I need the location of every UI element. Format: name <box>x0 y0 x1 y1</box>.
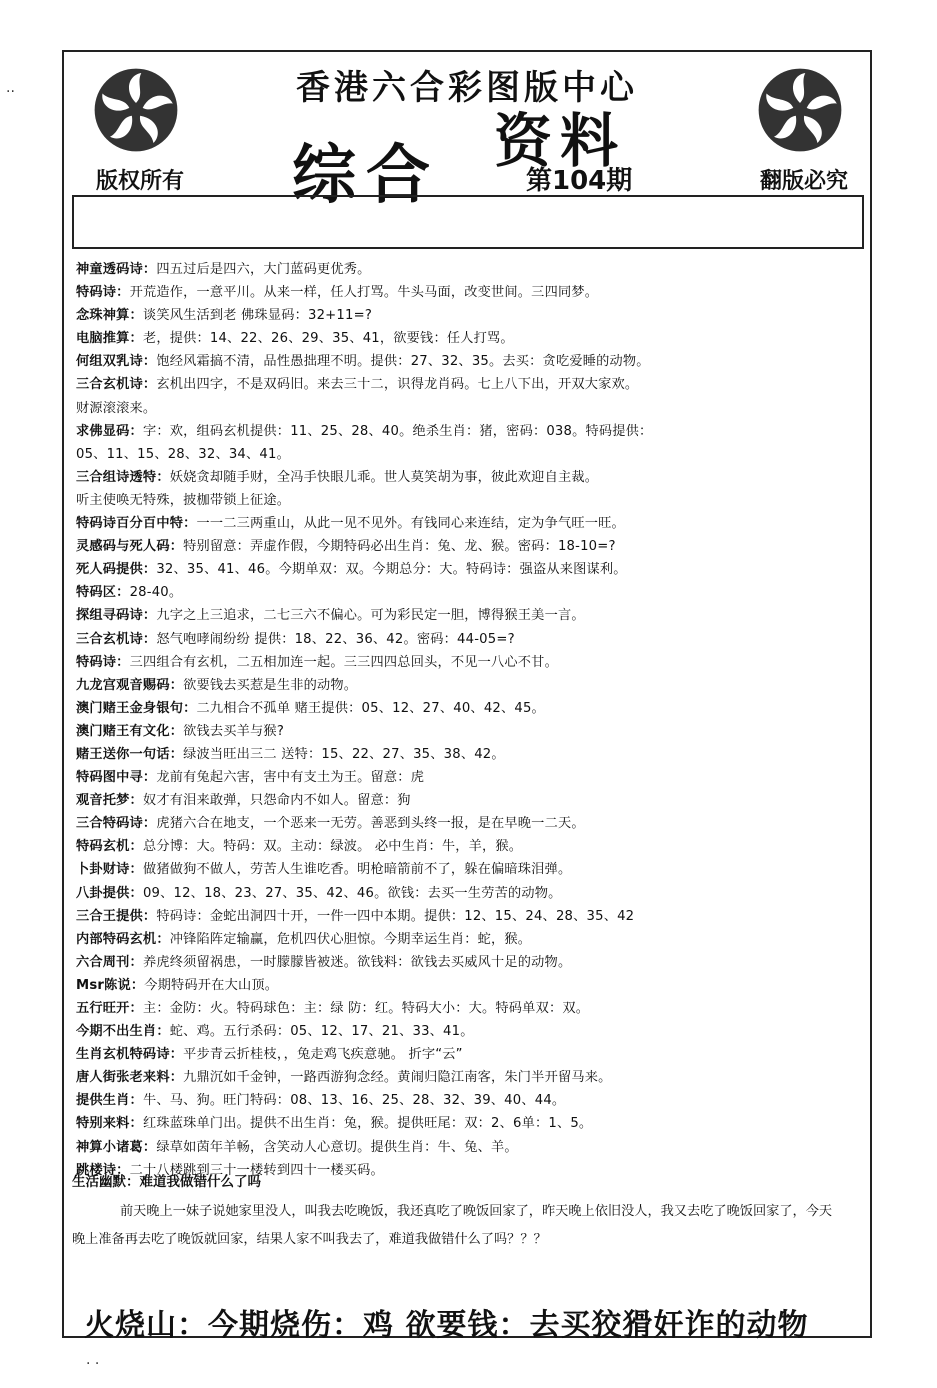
tip-label: 三合玄机诗： <box>76 631 157 647</box>
tip-line <box>76 558 858 581</box>
tip-text: 二九相合不孤单 赌王提供：05、12、27、40、42、45。 <box>196 700 545 716</box>
tip-text: 妖娆贪却随手财，全冯手快眼儿乖。世人莫笑胡为事，彼此欢迎自主裁。 <box>169 469 599 485</box>
page-frame <box>62 50 872 1343</box>
tip-label: 澳门赌王金身银句： <box>76 700 197 716</box>
copyright-right: 翻版必究 <box>759 169 848 194</box>
tip-text: 冲锋陷阵定输赢，危机四伏心胆惊。今期幸运生肖：蛇，猴。 <box>169 931 532 947</box>
tip-label: 神算小诸葛： <box>76 1139 157 1155</box>
tip-line <box>76 651 858 674</box>
tip-line <box>76 674 858 697</box>
tip-text: 红珠蓝珠单门出。提供不出生肖：兔，猴。提供旺尾：双：2、6单：1、5。 <box>142 1116 593 1132</box>
tip-line <box>76 304 858 327</box>
tip-line <box>76 281 858 304</box>
tip-text: 牛、马、狗。旺门特码：08、13、16、25、28、32、39、40、44。 <box>142 1093 566 1109</box>
tip-line <box>76 1089 858 1112</box>
tip-label: 何组双乳诗： <box>76 354 157 370</box>
tip-label: 提供生肖： <box>76 1093 143 1109</box>
tip-label: 六合周刊： <box>76 954 143 970</box>
tip-text: 欲钱去买羊与猴? <box>183 723 285 739</box>
tip-text: 绿波当旺出三二 送特：15、22、27、35、38、42。 <box>183 746 505 762</box>
tip-line <box>76 489 858 512</box>
tip-line <box>76 720 858 743</box>
tip-line <box>76 974 858 997</box>
tip-text: 养虎终须留祸患，一时朦朦皆被迷。欲钱料：欲钱去买威风十足的动物。 <box>142 954 572 970</box>
tip-line <box>76 812 858 835</box>
tip-line <box>76 258 858 281</box>
tip-line <box>76 858 858 881</box>
tip-label: 特码诗： <box>76 285 130 301</box>
main-title: 综合 <box>292 138 440 213</box>
tip-text: 欲要钱去买惹是生非的动物。 <box>183 677 358 693</box>
tip-text: 蛇、鸡。五行杀码：05、12、17、21、33、41。 <box>169 1024 474 1040</box>
tip-line <box>76 905 858 928</box>
tip-label: 内部特码玄机： <box>76 931 170 947</box>
tip-text: 怒气咆哮闹纷纷 提供：18、22、36、42。密码：44-05=? <box>156 631 515 647</box>
tip-line <box>76 697 858 720</box>
tip-label: 三合组诗透特： <box>76 469 170 485</box>
tip-text: 字：欢，组码玄机提供：11、25、28、40。绝杀生肖：猪，密码：038。特码提供： <box>142 423 653 439</box>
tip-text: 老，提供：14、22、26、29、35、41，欲要钱：任人打骂。 <box>142 331 514 347</box>
tip-line <box>76 1043 858 1066</box>
tip-text: 32、35、41、46。今期单双：双。今期总分：大。特码诗：强盗从来图谋利。 <box>156 562 627 578</box>
tip-label: 观音托梦： <box>76 793 143 809</box>
tip-text: 05、11、15、28、32、34、41。 <box>76 446 290 462</box>
copyright-left: 版权所有 <box>96 169 185 194</box>
tip-line <box>76 350 858 373</box>
tip-text: 开荒造作，一意平川。从来一样，任人打骂。牛头马面，改变世间。三四同梦。 <box>129 285 599 301</box>
tip-label: 特码区： <box>76 585 130 601</box>
tip-line <box>76 1136 858 1159</box>
tip-label: 三合玄机诗： <box>76 377 157 393</box>
tip-text: 玄机出四字，不是双码旧。来去三十二，识得龙肖码。七上八下出，开双大家欢。 <box>156 377 639 393</box>
tip-line <box>76 1066 858 1089</box>
tip-label: Msr陈说： <box>76 977 145 993</box>
tip-label: 卜卦财诗： <box>76 862 143 878</box>
tip-text: 饱经风霜搞不清，品性愚拙理不明。提供：27、32、35。去买：贪吃爱睡的动物。 <box>156 354 650 370</box>
tip-text: 总分博：大。特码：双。主动：绿波。 必中生肖：牛，羊，猴。 <box>142 839 523 855</box>
tip-label: 生肖玄机特码诗： <box>76 1047 184 1063</box>
tip-text: 财源滚滚来。 <box>76 400 157 416</box>
tip-text: 平步青云折桂枝，，兔走鸡飞疾意驰。 折字“云” <box>183 1047 463 1063</box>
tip-text: 九字之上三追求，二七三六不偏心。可为彩民定一胆，博得猴王美一言。 <box>156 608 585 624</box>
tip-text: 三四组合有玄机，二五相加连一起。三三四四总回头，不见一八心不甘。 <box>129 654 558 670</box>
tip-label: 跳楼诗： <box>76 1162 130 1178</box>
tip-line <box>76 882 858 905</box>
tip-label: 九龙宫观音赐码： <box>76 677 184 693</box>
tip-label: 唐人街张老来料： <box>76 1070 184 1086</box>
tip-text: 四五过后是四六，大门蓝码更优秀。 <box>156 262 371 277</box>
tip-label: 特码玄机： <box>76 839 143 855</box>
tip-label: 三合王提供： <box>76 908 157 924</box>
issue-number: 第104期 <box>526 166 633 196</box>
tip-line <box>76 443 858 466</box>
tip-line <box>76 373 858 396</box>
tip-line <box>76 466 858 489</box>
tip-line <box>76 743 858 766</box>
tip-label: 特码诗： <box>76 654 130 670</box>
tip-text: 做猪做狗不做人，劳苦人生谁吃香。明枪暗箭前不了，躲在偏暗珠泪弹。 <box>142 862 572 878</box>
tip-text: 虎猪六合在地支，一个恶来一无劳。善恶到头终一报，是在早晚一二天。 <box>156 816 585 832</box>
tip-label: 灵感码与死人码： <box>76 539 184 555</box>
tip-text: 听主使唤无特殊，披枷带锁上征途。 <box>76 492 291 508</box>
tip-text: 今期特码开在大山顶。 <box>144 977 279 993</box>
tip-line <box>76 581 858 604</box>
tip-text: 28-40。 <box>129 585 183 601</box>
tip-label: 赌王送你一句话： <box>76 746 184 762</box>
tip-label: 死人码提供： <box>76 562 157 578</box>
humor-title: 难道我做错什么了吗 <box>139 1174 261 1190</box>
tip-line <box>76 766 858 789</box>
tip-label: 特码诗百分百中特： <box>76 516 197 532</box>
tip-label: 探组寻码诗： <box>76 608 157 624</box>
humor-story: 前天晚上一妹子说她家里没人，叫我去吃晚饭，我还真吃了晚饭回家了，昨天晚上依旧没人，我又去吃了晚饭回家了，今天晚上准备再去吃了晚饭就回家，结果人家不叫我去了，难道我做错什么了吗？？？ <box>72 1204 833 1247</box>
tip-line <box>76 835 858 858</box>
tip-text: 主：金防：火。特码球色：主：绿 防：红。特码大小：大。特码单双：双。 <box>142 1001 590 1016</box>
header <box>64 52 870 213</box>
tip-line <box>76 789 858 812</box>
tips-list <box>76 258 858 1182</box>
tip-label: 今期不出生肖： <box>76 1024 170 1040</box>
tip-text: 一一二三两重山，从此一见不见外。有钱同心来连结，定为争气旺一旺。 <box>196 516 625 532</box>
tip-line <box>76 928 858 951</box>
humor-heading <box>72 1170 261 1190</box>
humor-label: 生活幽默： <box>72 1174 140 1190</box>
tip-text: 龙前有兔起六害，害中有支土为王。留意：虎 <box>156 770 425 786</box>
org-title: 香港六合彩图版中心 <box>296 68 638 108</box>
tip-text: 九鼎沉如千金钟，一路西游狗念经。黄闹归隐江南客，朱门半开留马来。 <box>183 1070 612 1086</box>
tip-line <box>76 628 858 651</box>
tip-text: 谈笑风生活到老 佛珠显码：32+11=? <box>142 308 373 324</box>
tip-line <box>76 397 858 420</box>
tip-line <box>76 997 858 1020</box>
tip-text: 绿草如茵年羊畅，含笑动人心意切。提供生肖：牛、兔、羊。 <box>156 1139 518 1155</box>
main-title-part-2: 资料 <box>494 107 627 175</box>
tip-label: 特别来料： <box>76 1116 143 1132</box>
tip-label: 求佛显码： <box>76 423 143 439</box>
tip-label: 澳门赌王有文化： <box>76 723 184 739</box>
tip-line <box>76 1112 858 1135</box>
tip-line <box>76 1020 858 1043</box>
tip-label: 特码图中寻： <box>76 770 157 786</box>
tip-text: 二十八楼跳到三十一楼转到四十一楼买码。 <box>129 1162 384 1178</box>
tip-label: 电脑推算： <box>76 331 143 347</box>
tip-line <box>76 420 858 443</box>
tip-line <box>76 512 858 535</box>
tip-line <box>76 951 858 974</box>
tip-label: 念珠神算： <box>76 308 143 324</box>
tip-line <box>76 327 858 350</box>
tip-line <box>76 535 858 558</box>
tip-text: 特别留意：弄虚作假，今期特码必出生肖：兔、龙、猴。密码：18-10=? <box>183 539 616 555</box>
footer-banner: 火烧山：今期烧伤：鸡 欲要钱：去买狡猾奸诈的动物 <box>84 1308 809 1343</box>
tip-line <box>76 604 858 627</box>
bottom-dots: . . <box>86 1352 100 1368</box>
blank-banner-box <box>72 195 864 249</box>
tip-label: 三合特码诗： <box>76 816 157 832</box>
tip-text: 特码诗：金蛇出洞四十开，一件一四中本期。提供：12、15、24、28、35、42 <box>156 908 635 924</box>
tip-label: 五行旺开： <box>76 1001 143 1016</box>
tip-label: 八卦提供： <box>76 885 143 901</box>
tip-text: 奴才有泪来敢弹，只怨命内不如人。留意：狗 <box>142 793 411 809</box>
tip-text: 09、12、18、23、27、35、42、46。欲钱：去买一生劳苦的动物。 <box>142 885 562 901</box>
tip-label: 神童透码诗： <box>76 262 157 277</box>
top-dots: .. <box>6 80 15 96</box>
